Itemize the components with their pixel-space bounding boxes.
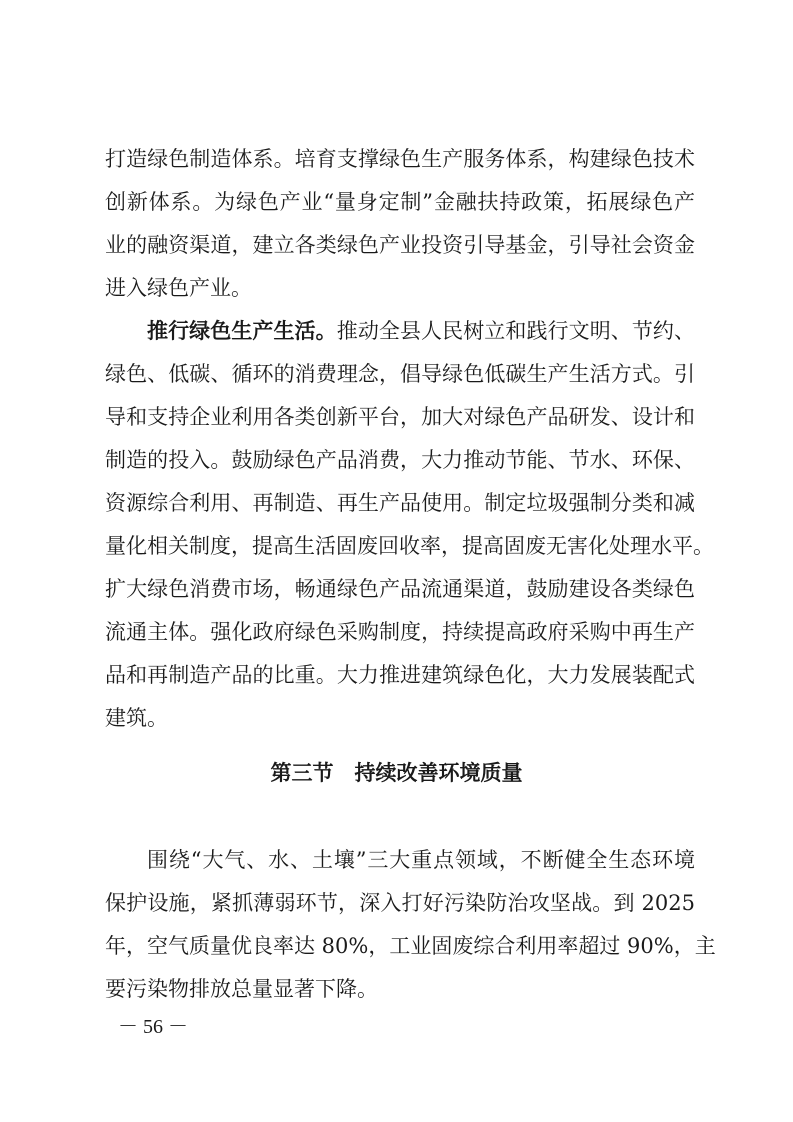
text-line: 品和再制造产品的比重。大力推进建筑绿色化，大力发展装配式: [105, 663, 695, 687]
text-line: 扩大绿色消费市场，畅通绿色产品流通渠道，鼓励建设各类绿色: [105, 577, 695, 601]
paragraph-text: 推动全县人民树立和践行文明、节约、: [336, 319, 696, 343]
section-heading: 第三节 持续改善环境质量: [270, 761, 523, 785]
text-line: 打造绿色制造体系。培育支撑绿色生产服务体系，构建绿色技术: [105, 147, 695, 171]
text-line: 导和支持企业利用各类创新平台，加大对绿色产品研发、设计和: [105, 405, 695, 429]
text-line: 建筑。: [105, 706, 168, 730]
text-line: [147, 313, 695, 349]
text-line: 进入绿色产业。: [105, 276, 252, 300]
text-line: 创新体系。为绿色产业“量身定制”金融扶持政策，拓展绿色产: [105, 190, 695, 214]
text-line: 保护设施，紧抓薄弱环节，深入打好污染防治攻坚战。到 2025: [105, 891, 695, 915]
text-line: 绿色、低碳、循环的消费理念，倡导绿色低碳生产生活方式。引: [105, 362, 695, 386]
text-line: 业的融资渠道，建立各类绿色产业投资引导基金，引导社会资金: [105, 233, 695, 257]
paragraph-lead: 推行绿色生产生活。: [147, 319, 337, 343]
text-line: 要污染物排放总量显著下降。: [105, 977, 378, 1001]
text-line: 制造的投入。鼓励绿色产品消费，大力推动节能、节水、环保、: [105, 448, 695, 472]
text-line: 量化相关制度，提高生活固废回收率，提高固废无害化处理水平。: [105, 534, 714, 558]
text-line: 年，空气质量优良率达 80%，工业固废综合利用率超过 90%，主: [105, 934, 716, 958]
text-line: 流通主体。强化政府绿色采购制度，持续提高政府采购中再生产: [105, 620, 695, 644]
page-number: － 56 －: [118, 1016, 188, 1038]
text-line: 资源综合利用、再制造、再生产品使用。制定垃圾强制分类和减: [105, 491, 695, 515]
text-line: 围绕“大气、水、土壤”三大重点领域，不断健全生态环境: [147, 848, 695, 872]
